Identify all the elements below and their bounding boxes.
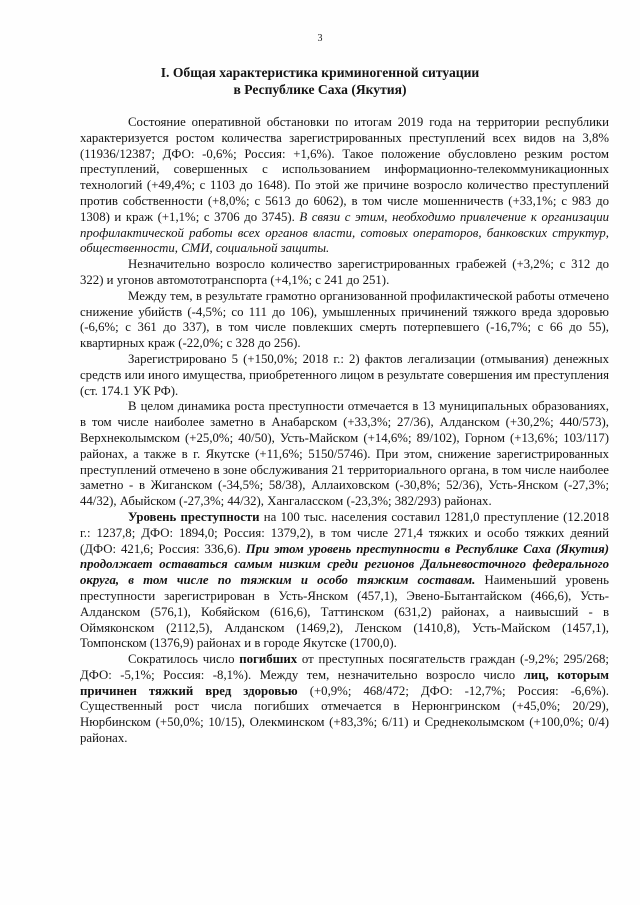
heading-line-1: I. Общая характеристика криминогенной ситуации: [160, 65, 480, 80]
paragraph-text: (+0,9%; 468/472; ДФО: -12,7%; Россия: -6,6%). Существенный рост числа погибших отмечается в Нерюнгринском (+45,0%; 20/29), Нюрбинском (+50,0%; 10/15), Олекминском (+83,3%; 6/11) и Среднеколымском (+100,0%; 0/4) районах.: [80, 683, 609, 746]
paragraph-text: Сократилось число: [128, 652, 240, 667]
paragraph-legalization: Зарегистрировано 5 (+150,0%; 2018 г.: 2) фактов легализации (отмывания) денежных средств или иного имущества, приобретенного лицом в результате совершения им преступления (ст. 174.1 УК РФ).: [80, 351, 609, 398]
document-body: [80, 115, 609, 747]
paragraph-robberies: Незначительно возросло количество зарегистрированных грабежей (+3,2%; с 312 до 322) и угонов автомототранспорта (+4,1%; с 241 до 251).: [80, 257, 609, 287]
paragraph-text: Наименьший уровень преступности зарегистрирован в Усть-Янском (457,1), Эвено-Бытантайском (466,6), Усть-Алданском (576,1), Кобяйском (616,6), Таттинском (631,2) районах, а наивысший - в Оймяконском (2112,5), Алданском (1469,2), Ленском (1410,8), Усть-Майском (1457,1), Томпонском (1376,9) районах и в городе Якутске (1700,0).: [80, 573, 609, 651]
emphasis-italic: В связи с этим, необходимо привлечение к организации профилактической работы всех органов власти, сотовых операторов, банковских структур, общественности, СМИ, социальной защиты.: [80, 209, 609, 256]
emphasis-bold: лиц, которым причинен тяжкий вред здоровью: [80, 667, 609, 698]
emphasis-bold: Уровень преступности: [128, 509, 260, 524]
heading-line-2: в Республике Саха (Якутия): [233, 82, 407, 97]
page-number: 3: [317, 33, 323, 44]
paragraph-text: на 100 тыс. населения составил 1281,0 преступление (12.2018 г.: 1237,8; ДФО: 1894,0; Россия: 1379,2), в том числе 271,4 тяжких и особо тяжких деяний (ДФО: 421,6; Россия: 336,6).: [80, 509, 609, 556]
paragraph-crime-overview: [80, 115, 609, 257]
emphasis-bold-italic: При этом уровень преступности в Республике Саха (Якутия) продолжает оставаться самым низким среди регионов Дальневосточного федерального округа, в том числе по тяжким и особо тяжким составам.: [80, 541, 609, 588]
paragraph-victims: [80, 652, 609, 747]
paragraph-crime-level: [80, 510, 609, 652]
paragraph-decrease: Между тем, в результате грамотно организованной профилактической работы отмечено снижение убийств (-4,5%; со 111 до 106), умышленных причинений тяжкого вреда здоровью (-6,6%; с 361 до 337), в том числе повлекших смерть потерпевшего (-16,7%; с 66 до 55), квартирных краж (-22,0%; с 328 до 256).: [80, 288, 609, 351]
paragraph-municipal-dynamics: В целом динамика роста преступности отмечается в 13 муниципальных образованиях, в том числе наиболее заметно в Анабарском (+33,3%; 27/36), Алданском (+30,2%; 440/573), Верхнеколымском (+25,0%; 40/50), Усть-Майском (+14,6%; 89/102), Горном (+13,6%; 103/117) районах, а также в г. Якутске (+11,6%; 5150/5746). При этом, снижение зарегистрированных преступлений отмечено в зоне обслуживания 21 территориального органа, в том числе наиболее заметно - в Жиганском (-34,5%; 58/38), Аллаиховском (-30,8%; 52/36), Усть-Янском (-27,3%; 44/32), Абыйском (-27,3%; 44/32), Хангаласском (-23,3%; 382/293) районах.: [80, 399, 609, 509]
emphasis-bold: погибших: [239, 652, 298, 667]
paragraph-text: от преступных посягательств граждан (-9,2%; 295/268; ДФО: -5,1%; Россия: -8,1%). Между тем, незначительно возросло число: [80, 652, 609, 682]
section-heading: [80, 64, 560, 98]
paragraph-text: Состояние оперативной обстановки по итогам 2019 года на территории республики характеризуется ростом количества зарегистрированных преступлений всех видов на 3,8% (11936/12387; ДФО: -0,6%; Россия: +1,6%). Такое положение обусловлено резким ростом преступлений, совершенных с использованием информационно-телекоммуникационных технологий (+49,4%; с 1103 до 1648). По этой же причине возросло количество преступлений против собственности (+8,0%; с 5613 до 6062), в том числе мошенничеств (+33,1%; с 983 до 1308) и краж (+1,1%; с 3706 до 3745).: [80, 115, 609, 224]
